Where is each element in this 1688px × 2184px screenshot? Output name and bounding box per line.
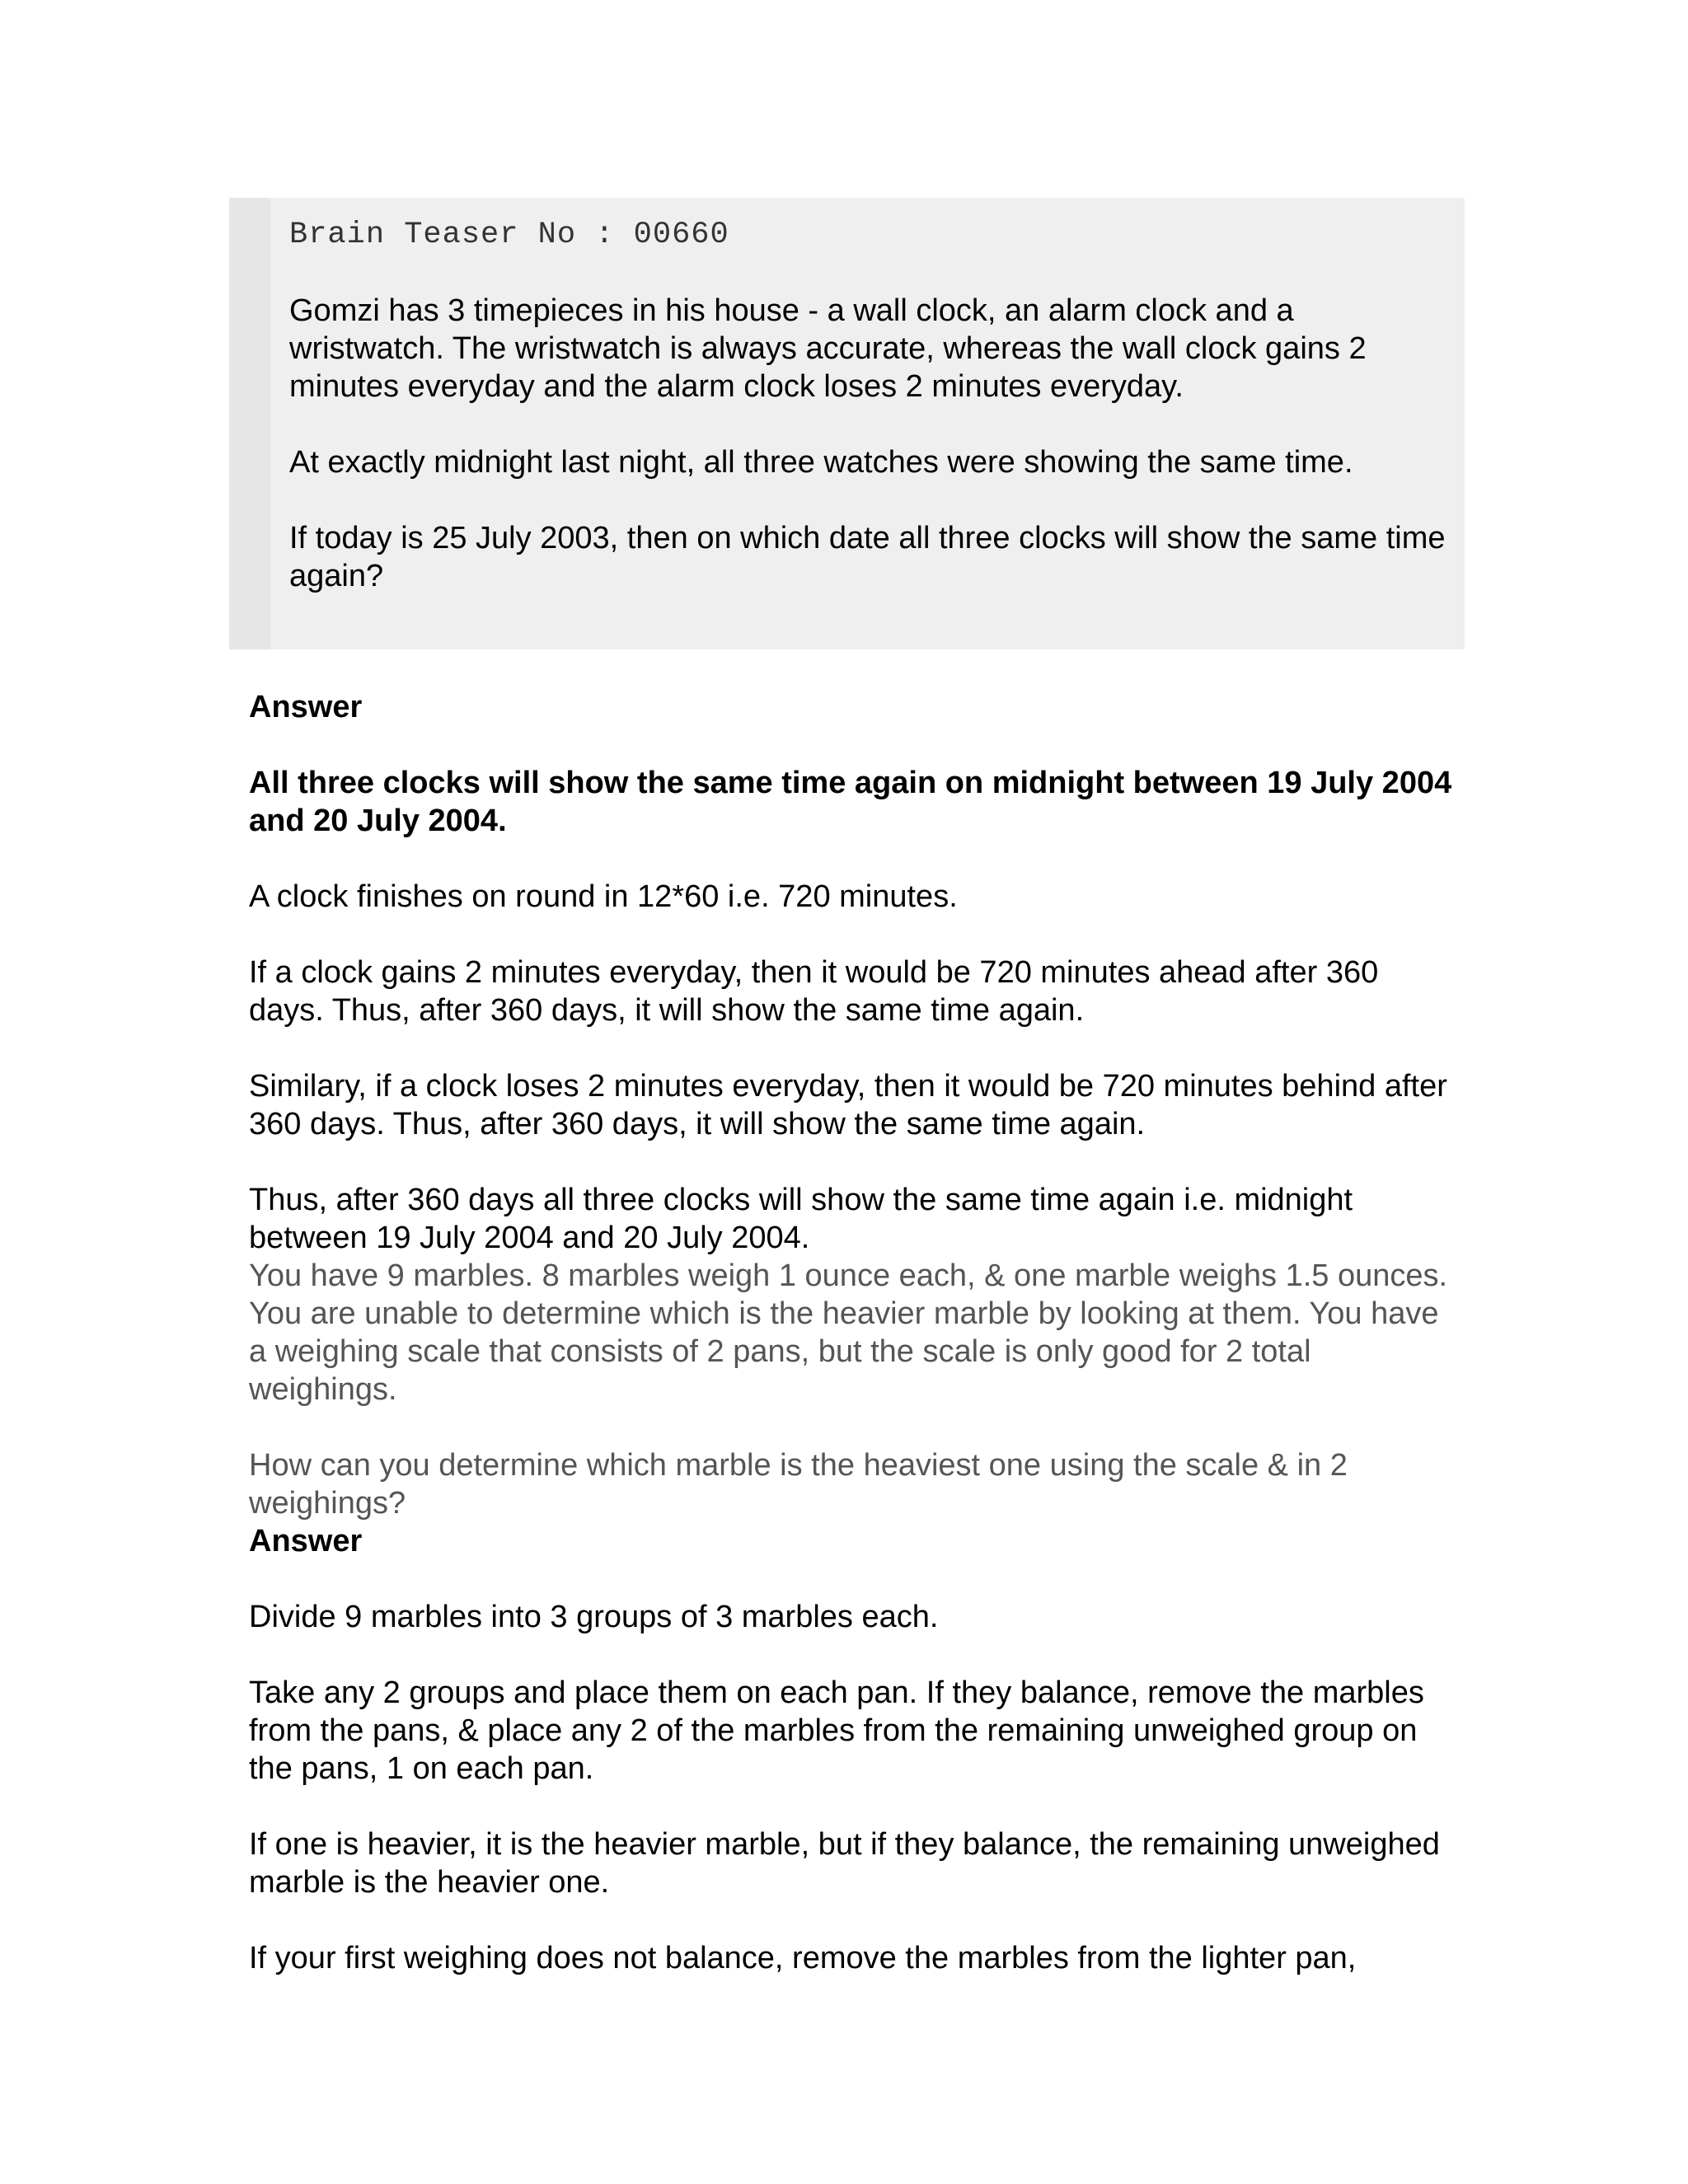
teaser-paragraph-1: Gomzi has 3 timepieces in his house - a wall clock, an alarm clock and a wristwatch. The wristwatch is always accurate, whereas the wall clock gains 2 minutes everyday and the alarm clock loses 2 minutes everyday. (289, 293, 1367, 404)
puzzle2-paragraph-1: You have 9 marbles. 8 marbles weigh 1 ounce each, & one marble weighs 1.5 ounces. You are unable to determine which is the heavier marble by looking at them. You have a weighing scale that consists of 2 pans, but the scale is only good for 2 total weighings. (249, 1258, 1448, 1407)
teaser-title: Brain Teaser No : 00660 (289, 218, 729, 252)
answer2-heading: Answer (249, 1524, 363, 1558)
teaser-paragraph-3: If today is 25 July 2003, then on which date all three clocks will show the same time again? (289, 521, 1446, 593)
answer-paragraph-4: Thus, after 360 days all three clocks will show the same time again i.e. midnight between 19 July 2004 and 20 July 2004. (249, 1183, 1353, 1255)
answer-paragraph-1: A clock finishes on round in 12*60 i.e. 720 minutes. (249, 879, 958, 914)
teaser-left-bar (229, 198, 270, 649)
teaser-paragraph-2: At exactly midnight last night, all three watches were showing the same time. (289, 445, 1353, 480)
answer2-paragraph-1: Divide 9 marbles into 3 groups of 3 marbles each. (249, 1600, 939, 1634)
answer-paragraph-2: If a clock gains 2 minutes everyday, then it would be 720 minutes ahead after 360 days. Thus, after 360 days, it will show the same time again. (249, 955, 1379, 1028)
answer-paragraph-3: Similary, if a clock loses 2 minutes everyday, then it would be 720 minutes behind after 360 days. Thus, after 360 days, it will show the same time again. (249, 1069, 1447, 1141)
answer2-paragraph-2: Take any 2 groups and place them on each pan. If they balance, remove the marbles from the pans, & place any 2 of the marbles from the remaining unweighed group on the pans, 1 on each pan. (249, 1675, 1424, 1786)
answer2-paragraph-4: If your first weighing does not balance, remove the marbles from the lighter pan, (249, 1941, 1357, 1975)
answer-summary: All three clocks will show the same time again on midnight between 19 July 2004 and 20 July 2004. (249, 766, 1452, 838)
puzzle2-paragraph-2: How can you determine which marble is the heaviest one using the scale & in 2 weighings? (249, 1448, 1348, 1521)
answer2-paragraph-3: If one is heavier, it is the heavier marble, but if they balance, the remaining unweighed marble is the heavier one. (249, 1827, 1440, 1900)
main-content (249, 688, 1452, 1977)
answer-heading: Answer (249, 690, 363, 724)
teaser-content (289, 216, 1451, 595)
